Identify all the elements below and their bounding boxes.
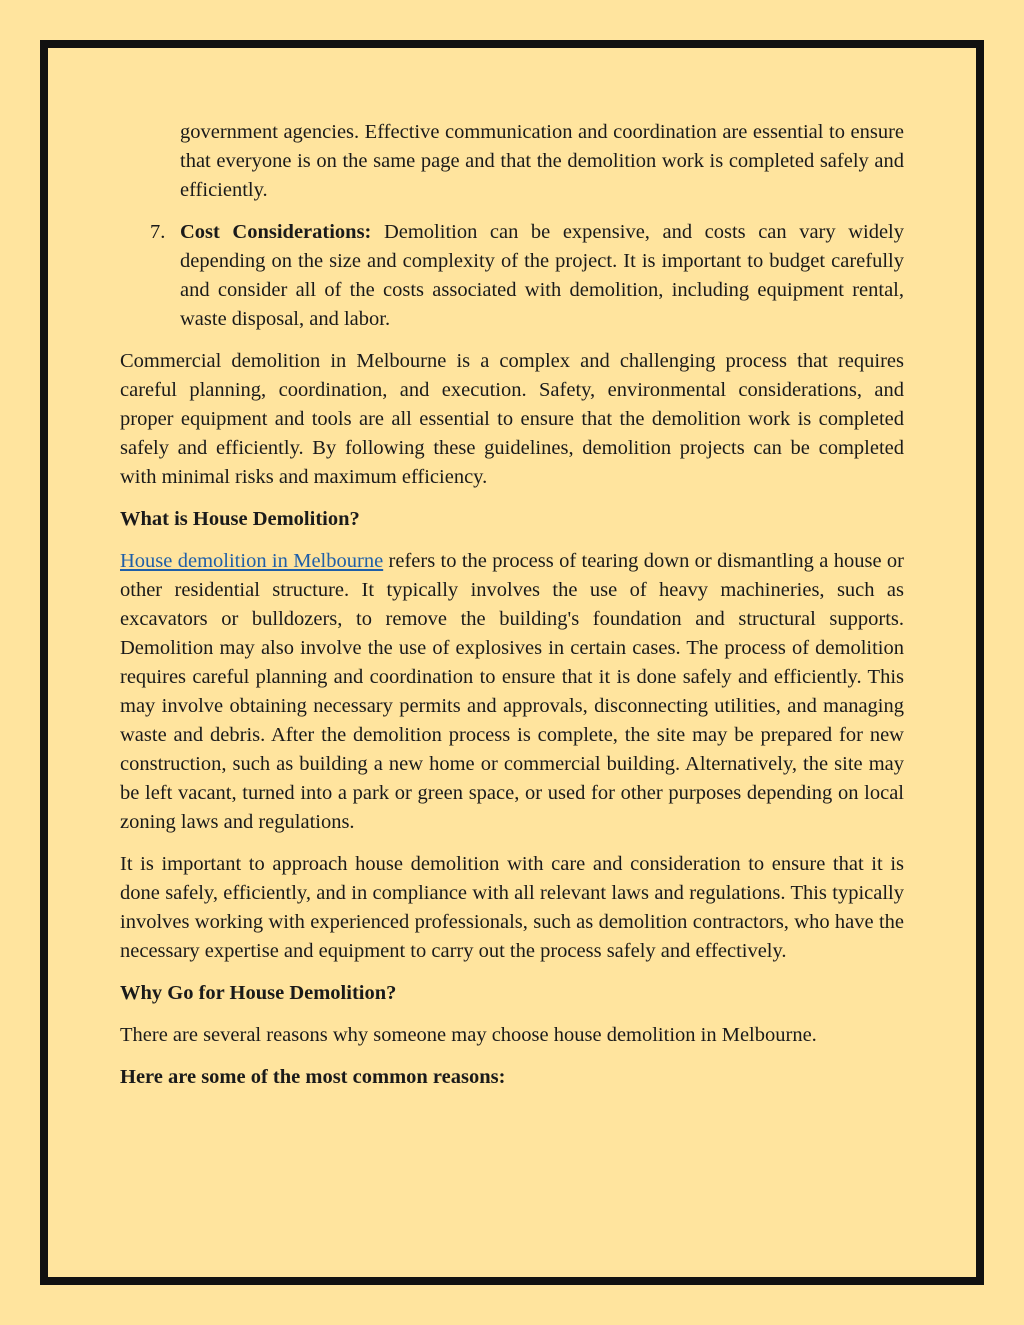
document-body: [120, 118, 904, 1105]
house-demolition-link[interactable]: House demolition in Melbourne: [120, 550, 384, 572]
heading-why-go-for-house-demolition: Why Go for House Demolition?: [120, 982, 397, 1004]
reasons-intro-paragraph: There are several reasons why someone may choose house demolition in Melbourne.: [120, 1024, 817, 1046]
list-item-label: Cost Considerations:: [180, 221, 372, 243]
approach-paragraph: It is important to approach house demolition with care and consideration to ensure that it is done safely, efficiently, and in compliance with all relevant laws and regulations. This typically involves working with experienced professionals, such as demolition contractors, who have the necessary expertise and equipment to carry out the process safely and effectively.: [120, 853, 904, 962]
list-item-text: Demolition can be expensive, and costs can vary widely depending on the size and complexity of the project. It is important to budget carefully and consider all of the costs associated with demolition, including equipment rental, waste disposal, and labor.: [180, 221, 904, 330]
heading-common-reasons: Here are some of the most common reasons:: [120, 1066, 506, 1088]
list-number: 7.: [150, 221, 166, 243]
continuation-paragraph: government agencies. Effective communication and coordination are essential to ensure that everyone is on the same page and that the demolition work is completed safely and efficiently.: [180, 121, 904, 201]
summary-paragraph: Commercial demolition in Melbourne is a complex and challenging process that requires careful planning, coordination, and execution. Safety, environmental considerations, and proper equipment and tools are all essential to ensure that the demolition work is completed safely and efficiently. By following these guidelines, demolition projects can be completed with minimal risks and maximum efficiency.: [120, 350, 904, 488]
house-demolition-text: refers to the process of tearing down or dismantling a house or other residential structure. It typically involves the use of heavy machineries, such as excavators or bulldozers, to remove the building's foundation and structural supports. Demolition may also involve the use of explosives in certain cases. The process of demolition requires careful planning and coordination to ensure that it is done safely and efficiently. This may involve obtaining necessary permits and approvals, disconnecting utilities, and managing waste and debris. After the demolition process is complete, the site may be prepared for new construction, such as building a new home or commercial building. Alternatively, the site may be left vacant, turned into a park or green space, or used for other purposes depending on local zoning laws and regulations.: [120, 550, 904, 833]
heading-what-is-house-demolition: What is House Demolition?: [120, 508, 360, 530]
house-demolition-paragraph: [120, 547, 904, 837]
list-item-cost-considerations: [120, 218, 904, 334]
